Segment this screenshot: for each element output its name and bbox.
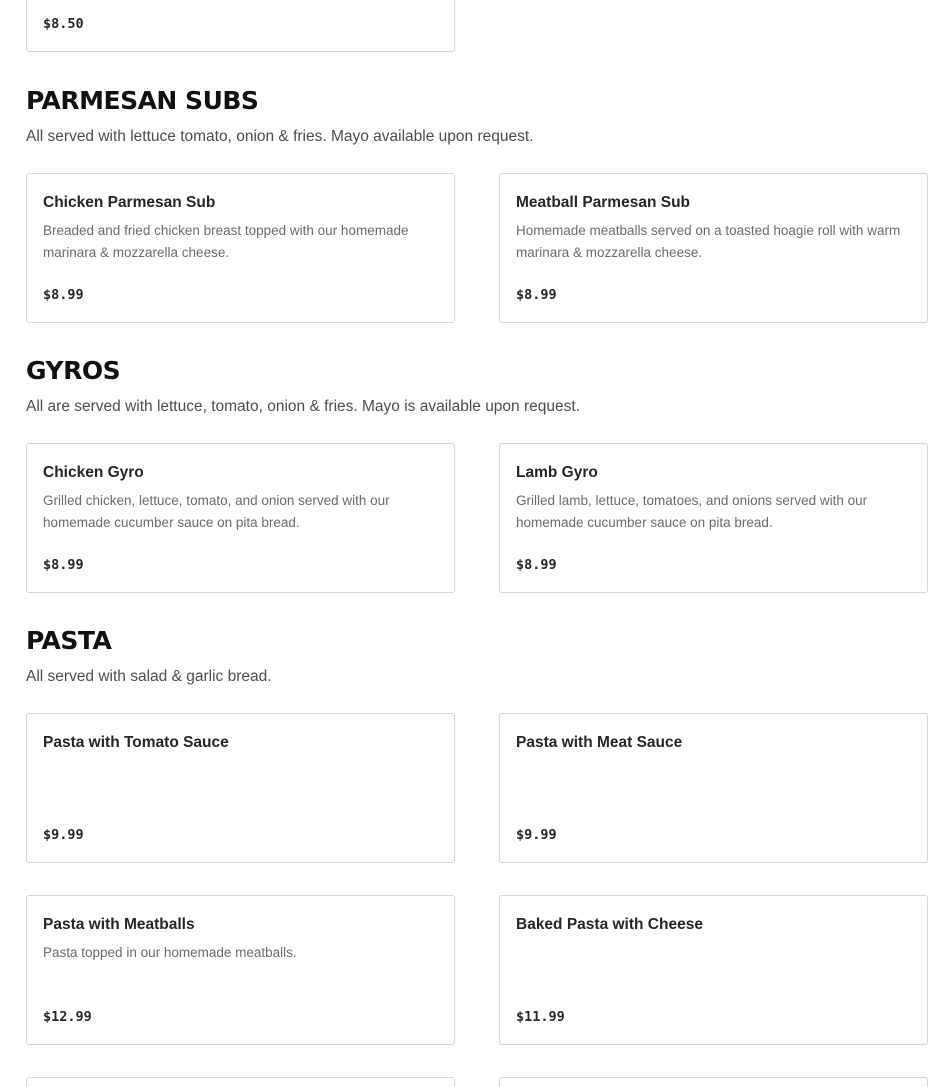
menu-item-description: Grilled chicken, lettuce, tomato, and onion served with our homemade cucumber sauce on pita bread.: [43, 493, 390, 530]
menu-item-price: $8.99: [43, 557, 84, 573]
menu-item-card[interactable]: [499, 1077, 928, 1087]
menu-item-card[interactable]: [26, 1077, 455, 1087]
menu-item-price: $8.99: [516, 287, 557, 303]
menu-item-price: $11.99: [516, 1009, 565, 1025]
menu-item-card-meatball-parmesan-sub[interactable]: [499, 173, 928, 323]
section-title-parmesan-subs: PARMESAN SUBS: [26, 86, 259, 115]
section-title-pasta: PASTA: [26, 626, 112, 655]
menu-item-description: Homemade meatballs served on a toasted hoagie roll with warm marinara & mozzarella cheese.: [516, 223, 901, 260]
menu-item-name: Chicken Parmesan Sub: [43, 194, 216, 211]
section-subtitle-gyros: All are served with lettuce, tomato, onion & fries. Mayo is available upon request.: [26, 398, 580, 415]
menu-item-name: Baked Pasta with Cheese: [516, 916, 703, 933]
menu-item-name: Pasta with Tomato Sauce: [43, 734, 229, 751]
menu-item-price: $12.99: [43, 1009, 92, 1025]
menu-item-card-pasta-tomato-sauce[interactable]: [26, 713, 455, 863]
menu-item-name: Lamb Gyro: [516, 464, 598, 481]
menu-item-price: $9.99: [516, 827, 557, 843]
menu-item-description: Pasta topped in our homemade meatballs.: [43, 945, 297, 960]
menu-item-description: Breaded and fried chicken breast topped with our homemade marinara & mozzarella cheese.: [43, 223, 409, 260]
menu-item-name: Pasta with Meatballs: [43, 916, 195, 933]
menu-item-card-chicken-parmesan-sub[interactable]: [26, 173, 455, 323]
menu-item-price: $8.99: [43, 287, 84, 303]
menu-item-card-pasta-meatballs[interactable]: [26, 895, 455, 1045]
menu-item-card-chicken-gyro[interactable]: [26, 443, 455, 593]
menu-item-price: $8.50: [43, 16, 84, 32]
section-subtitle-pasta: All served with salad & garlic bread.: [26, 668, 272, 685]
menu-item-card-pasta-meat-sauce[interactable]: [499, 713, 928, 863]
menu-item-card-lamb-gyro[interactable]: [499, 443, 928, 593]
section-title-gyros: GYROS: [26, 356, 121, 385]
menu-item-card-baked-pasta-cheese[interactable]: [499, 895, 928, 1045]
menu-item-price: $8.99: [516, 557, 557, 573]
menu-item-price: $9.99: [43, 827, 84, 843]
menu-item-name: Chicken Gyro: [43, 464, 144, 481]
menu-item-card[interactable]: [26, 0, 455, 52]
menu-item-description: Grilled lamb, lettuce, tomatoes, and onions served with our homemade cucumber sauce on pita bread.: [516, 493, 868, 530]
section-subtitle-parmesan-subs: All served with lettuce tomato, onion & fries. Mayo available upon request.: [26, 128, 534, 145]
menu-item-name: Meatball Parmesan Sub: [516, 194, 691, 211]
menu-item-name: Pasta with Meat Sauce: [516, 734, 683, 751]
